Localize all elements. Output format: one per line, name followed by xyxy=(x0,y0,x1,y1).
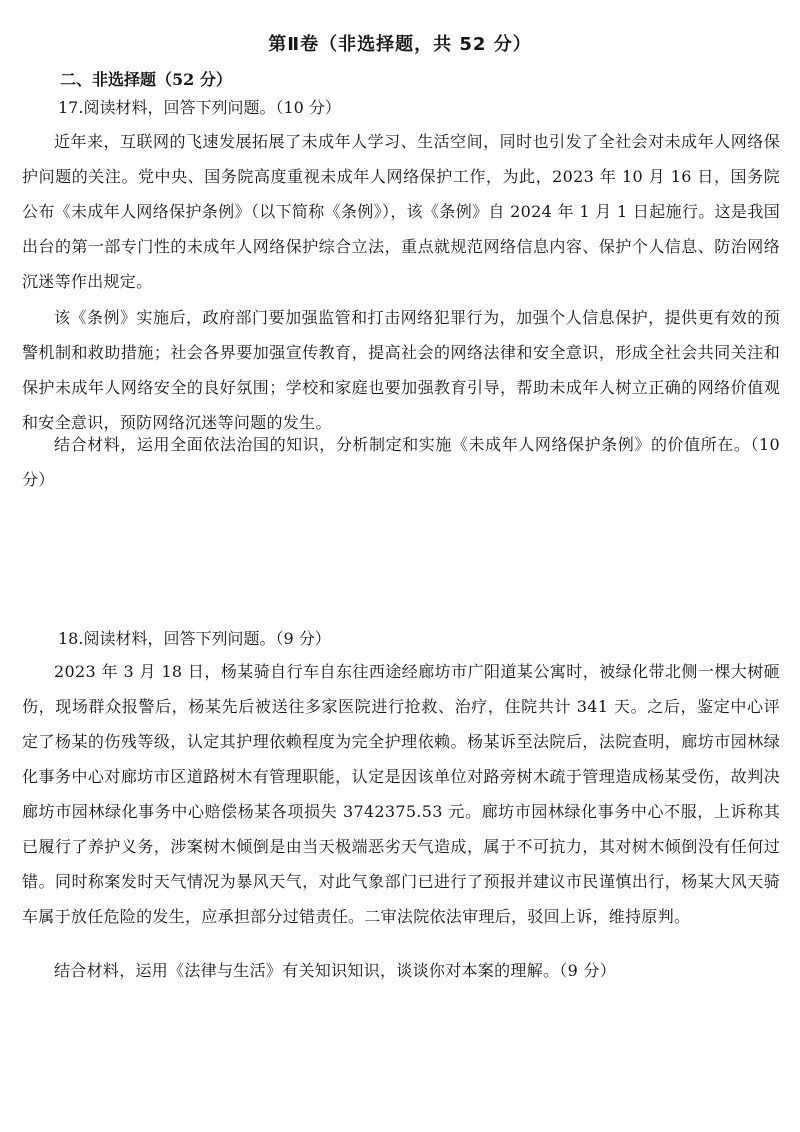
question-17-task: 结合材料，运用全面依法治国的知识，分析制定和实施《未成年人网络保护条例》的价值所在。（10 分） xyxy=(22,435,780,489)
question-17-material-paragraph-1: 近年来，互联网的飞速发展拓展了未成年人学习、生活空间，同时也引发了全社会对未成年人网络保护问题的关注。党中央、国务院高度重视未成年人网络保护工作，为此，2023 年 10 月 16 日，国务院公布《未成年人网络保护条例》（以下简称《条例》），该《条例》自 2024 年 1 月 1 日起施行。这是我国出台的第一部专门性的未成年人网络保护综合立法，重点就规范网络信息内容、保护个人信息、防治网络沉迷等作出规定。 xyxy=(22,132,780,291)
question-18-material-paragraph: 2023 年 3 月 18 日，杨某骑自行车自东往西途经廊坊市广阳道某公寓时，被绿化带北侧一棵大树砸伤，现场群众报警后，杨某先后被送往多家医院进行抢救、治疗，住院共计 341 天。之后，鉴定中心评定了杨某的伤残等级，认定其护理依赖程度为完全护理依赖。杨某诉至法院后，法院查明，廊坊市园林绿化事务中心对廊坊市区道路树木有管理职能，认定是因该单位对路旁树木疏于管理造成杨某受伤，故判决廊坊市园林绿化事务中心赔偿杨某各项损失 3742375.53 元。廊坊市园林绿化事务中心不服，上诉称其已履行了养护义务，涉案树木倾倒是由当天极端恶劣天气造成，属于不可抗力，其对树木倾倒没有任何过错。同时称案发时天气情况为暴风天气，对此气象部门已进行了预报并建议市民谨慎出行，杨某大风天骑车属于放任危险的发生，应承担部分过错责任。二审法院依法审理后，驳回上诉，维持原判。 xyxy=(22,662,780,926)
question-18-task: 结合材料，运用《法律与生活》有关知识知识，谈谈你对本案的理解。（9 分） xyxy=(54,961,617,980)
section-heading: 二、非选择题（52 分） xyxy=(60,70,232,89)
question-17-material-paragraph-2: 该《条例》实施后，政府部门要加强监管和打击网络犯罪行为，加强个人信息保护，提供更有效的预警机制和救助措施；社会各界要加强宣传教育，提高社会的网络法律和安全意识，形成全社会共同关注和保护未成年人网络安全的良好氛围；学校和家庭也要加强教育引导，帮助未成年人树立正确的网络价值观和安全意识，预防网络沉迷等问题的发生。 xyxy=(22,308,780,432)
question-18-heading: 18.阅读材料，回答下列问题。（9 分） xyxy=(58,629,331,648)
page-title: 第Ⅱ卷（非选择题，共 52 分） xyxy=(268,34,532,55)
question-17-heading: 17.阅读材料，回答下列问题。（10 分） xyxy=(58,98,341,117)
